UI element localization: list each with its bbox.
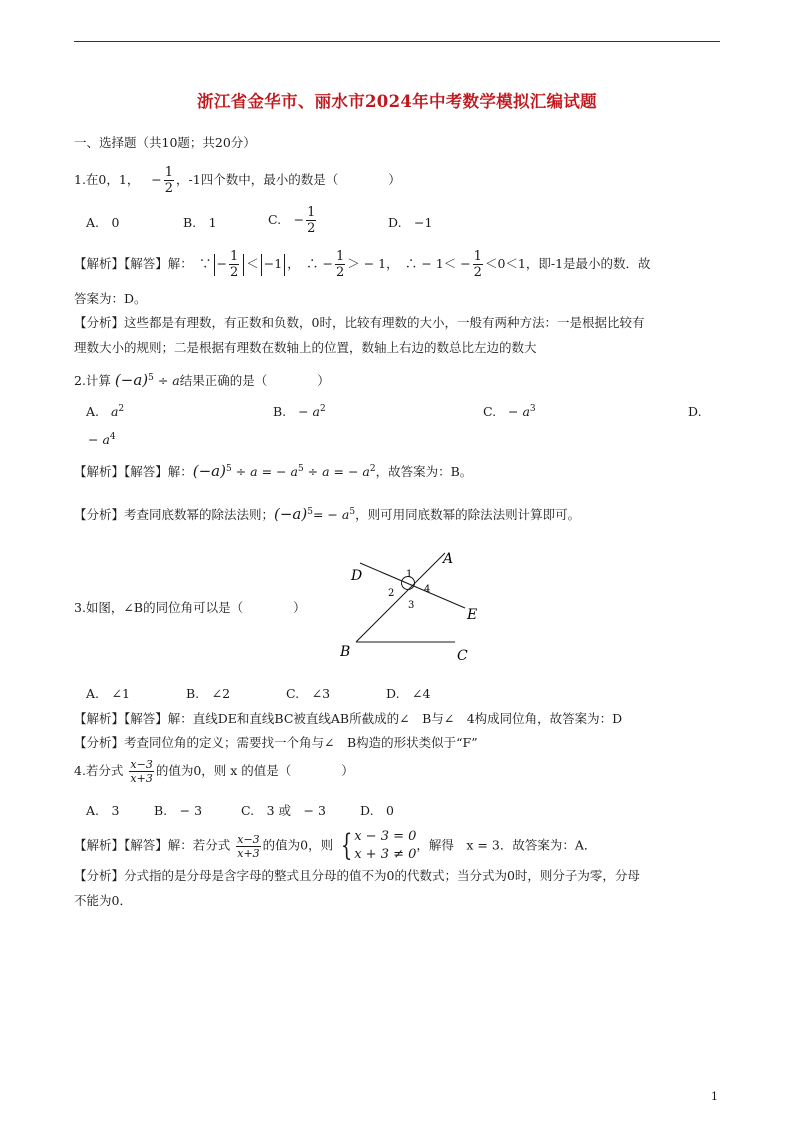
q1-analysis: 【分析】这些都是有理数，有正数和负数，0时，比较有理数的大小，一般有两种方法：一是根据比较有 — [74, 315, 645, 330]
q2-stem: 2.计算 $(-a)^5 \div a$结果正确的是（ ） — [74, 371, 330, 389]
q3-stem: 3.如图，∠B的同位角可以是（ ） — [74, 600, 306, 615]
q4-analysis: 【分析】分式指的是分母是含字母的整式且分母的值不为0的代数式；当分式为0时，则分子为零，分母 — [74, 868, 640, 883]
q2-option-b: B. − $a^2$ — [273, 404, 326, 420]
q1-answer-cont: 答案为：D。 — [74, 291, 147, 306]
q4-option-d: D. 0 — [360, 803, 395, 818]
label-angle-2: 2 — [388, 588, 395, 599]
q2-analysis: 【分析】考查同底数幂的除法法则；$(-a)^5= - a^5$，则可用同底数幂的除法法则计算即可。 — [74, 505, 581, 523]
q4-analysis-cont: 不能为0． — [74, 893, 132, 908]
q1-option-c: C. − $\frac{1}{2}$ — [268, 205, 316, 236]
q4-answer: 【解析】【解答】解：若分式 $\frac{x-3}{x+3}$ 的值为0，则 { x − 3 = 0 x + 3 ≠ 0 ，解得 x = 3．故答案为：A． — [74, 828, 597, 864]
q3-option-d: D. ∠4 — [386, 686, 431, 701]
line-ab — [356, 553, 445, 642]
q3-option-a: A. ∠1 — [86, 686, 130, 701]
q2-option-a: A. $a^2$ — [86, 404, 125, 420]
q4-stem: 4.若分式 $\frac{x-3}{x+3}$ 的值为0，则 x 的值是（ ） — [74, 758, 354, 785]
q3-option-b: B. ∠2 — [186, 686, 231, 701]
header-rule — [74, 41, 720, 42]
label-d: D — [351, 568, 363, 584]
q4-fraction: $\frac{x-3}{x+3}$ — [130, 758, 153, 785]
section-heading: 一、选择题（共10题；共20分） — [74, 135, 256, 150]
label-angle-1: 1 — [406, 569, 413, 580]
q3-option-c: C. ∠3 — [286, 686, 331, 701]
q3-analysis: 【分析】考查同位角的定义；需要找一个角与∠ B构造的形状类似于“F” — [74, 735, 478, 750]
q1-analysis-cont: 理数大小的规则；二是根据有理数在数轴上的位置，数轴上右边的数总比左边的数大 — [74, 340, 537, 355]
q1-option-a: A. 0 — [86, 215, 120, 230]
q2-option-c: C. − $a^3$ — [483, 404, 536, 420]
q2-option-d: − $a^4$ — [88, 432, 116, 448]
label-angle-4: 4 — [424, 584, 431, 595]
q4-option-b: B. − 3 — [154, 803, 203, 818]
page-title: 浙江省金华市、丽水市2024年中考数学模拟汇编试题 — [197, 92, 597, 111]
q4-option-c: C. 3 或 − 3 — [241, 803, 326, 818]
page-number: 1 — [711, 1090, 718, 1103]
q1-option-b: B. 1 — [183, 215, 217, 230]
label-angle-3: 3 — [408, 600, 415, 611]
q4-option-a: A. 3 — [86, 803, 120, 818]
q3-answer: 【解析】【解答】解：直线DE和直线BC被直线AB所截成的∠ B与∠ 4构成同位角，故答案为：D — [74, 711, 623, 726]
label-a: A — [443, 551, 454, 567]
label-b: B — [340, 644, 351, 660]
label-e: E — [467, 607, 478, 623]
label-c: C — [457, 648, 468, 664]
q2-option-d-label: D. — [688, 404, 702, 419]
fraction-half: $\frac{1}{2}$ — [164, 165, 174, 196]
q1-stem: 1.在0，1， − $\frac{1}{2}$ ，-1四个数中，最小的数是（ ） — [74, 165, 401, 196]
q3-angle-figure — [340, 548, 485, 666]
q1-answer: 【解析】【解答】解： ∵ − $\frac{1}{2}$ ＜ −1 ， ∴ − $\frac{1}{2}$ ＞ − 1， ∴ − 1＜ − $\frac{1}{2}$ ＜0＜1，即-1是最小的数．故 — [74, 249, 651, 280]
q1-option-d: D. −1 — [388, 215, 433, 230]
q2-answer: 【解析】【解答】解：$(-a)^5 \div a$ = − $a^5 \div a$ = − $a^2$，故答案为：B。 — [74, 462, 473, 480]
